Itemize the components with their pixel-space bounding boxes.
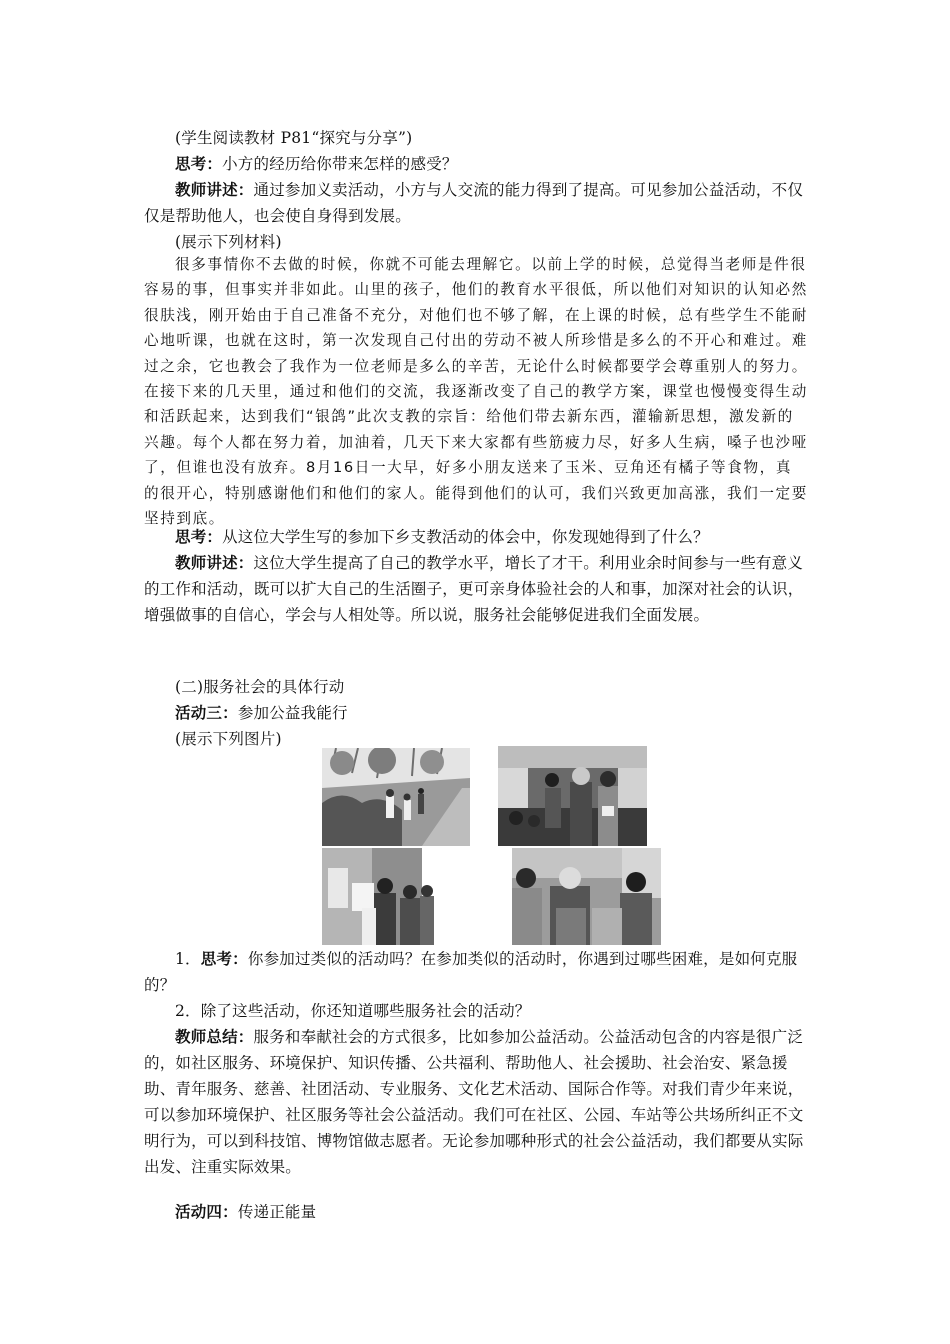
activity-4-title [144, 1199, 808, 1225]
question-label: 思考： [175, 154, 223, 173]
reading-passage: 很多事情你不去做的时候，你就不可能去理解它。以前上学的时候，总觉得当老师是件很容易的事，但事实并非如此。山里的孩子，他们的教育水平很低，所以他们对知识的认知必然很肤浅，刚开始由于自己准备不充分，对他们也不够了解，在上课的时候，总有些学生不能耐心地听课，也就在这时，第一次发现自己付出的劳动不被人所珍惜是多么的不开心和难过。难过之余，它也教会了我作为一位老师是多么的辛苦，无论什么时候都要学会尊重别人的努力。在接下来的几天里，通过和他们的交流，我逐渐改变了自己的教学方案，课堂也慢慢变得生动和活跃起来，达到我们“银鸽”此次支教的宗旨：给他们带去新东西，灌输新思想，激发新的兴趣。每个人都在努力着，加油着，几天下来大家都有些筋疲力尽，好多人生病，嗓子也沙哑了，但谁也没有放弃。8月16日一大早，好多小朋友送来了玉米、豆角还有橘子等食物，真的很开心，特别感谢他们和他们的家人。能得到他们的认可，我们兴致更加高涨，我们一定要坚持到底。 [144, 256, 808, 528]
photo-volunteers-sweeping [322, 748, 470, 846]
question-text: 从这位大学生写的参加下乡支教活动的体会中，你发现她得到了什么？ [222, 528, 709, 546]
activity-3-title [144, 700, 808, 726]
question-number: 1． [175, 950, 201, 968]
activity-label: 活动三： [175, 703, 238, 722]
reading-instruction: (学生阅读教材 P81“探究与分享”) [175, 129, 413, 147]
narration-label: 教师讲述： [175, 180, 254, 199]
activity-label: 活动四： [175, 1202, 238, 1221]
question-text: 你参加过类似的活动吗？在参加类似的活动时，你遇到过哪些困难，是如何克服的？ [144, 950, 798, 994]
question-4: 2．除了这些活动，你还知道哪些服务社会的活动？ [175, 1002, 531, 1020]
question-label: 思考： [175, 527, 223, 546]
question-label: 思考： [200, 949, 248, 968]
section-heading: (二)服务社会的具体行动 [175, 678, 345, 696]
show-material-note: (展示下列材料) [175, 233, 282, 251]
narration-text: 这位大学生提高了自己的教学水平，增长了才干。利用业余时间参与一些有意义的工作和活动，既可以扩大自己的生活圈子，更可亲身体验社会的人和事，加深对社会的认识，增强做事的自信心，学会与人相处等。所以说，服务社会能够促进我们全面发展。 [144, 554, 804, 624]
photo-volunteers-elderly-visit [512, 848, 661, 945]
teacher-narration-2 [144, 550, 808, 628]
activity-text: 传递正能量 [237, 1203, 317, 1221]
narration-label: 教师讲述： [175, 553, 254, 572]
question-2 [144, 524, 808, 550]
activity-text: 参加公益我能行 [237, 704, 348, 722]
teacher-summary [144, 1024, 808, 1180]
teacher-narration-1 [144, 177, 808, 229]
summary-label: 教师总结： [175, 1027, 254, 1046]
question-1 [144, 151, 808, 177]
photo-volunteers-posting [322, 848, 470, 945]
summary-text: 服务和奉献社会的方式很多，比如参加公益活动。公益活动包含的内容是很广泛的，如社区服务、环境保护、知识传播、公共福利、帮助他人、社会援助、社会治安、紧急援助、青年服务、慈善、社团活动、专业服务、文化艺术活动、国际合作等。对我们青少年来说，可以参加环境保护、社区服务等社会公益活动。我们可在社区、公园、车站等公共场所纠正不文明行为，可以到科技馆、博物馆做志愿者。无论参加哪种形式的社会公益活动，我们都要从实际出发、注重实际效果。 [144, 1028, 804, 1176]
question-text: 小方的经历给你带来怎样的感受？ [222, 155, 458, 173]
show-pictures-note: (展示下列图片) [175, 730, 282, 748]
question-3 [144, 946, 808, 998]
photo-volunteers-subway [498, 746, 647, 846]
narration-text: 通过参加义卖活动，小方与人交流的能力得到了提高。可见参加公益活动，不仅仅是帮助他人，也会使自身得到发展。 [144, 181, 804, 225]
